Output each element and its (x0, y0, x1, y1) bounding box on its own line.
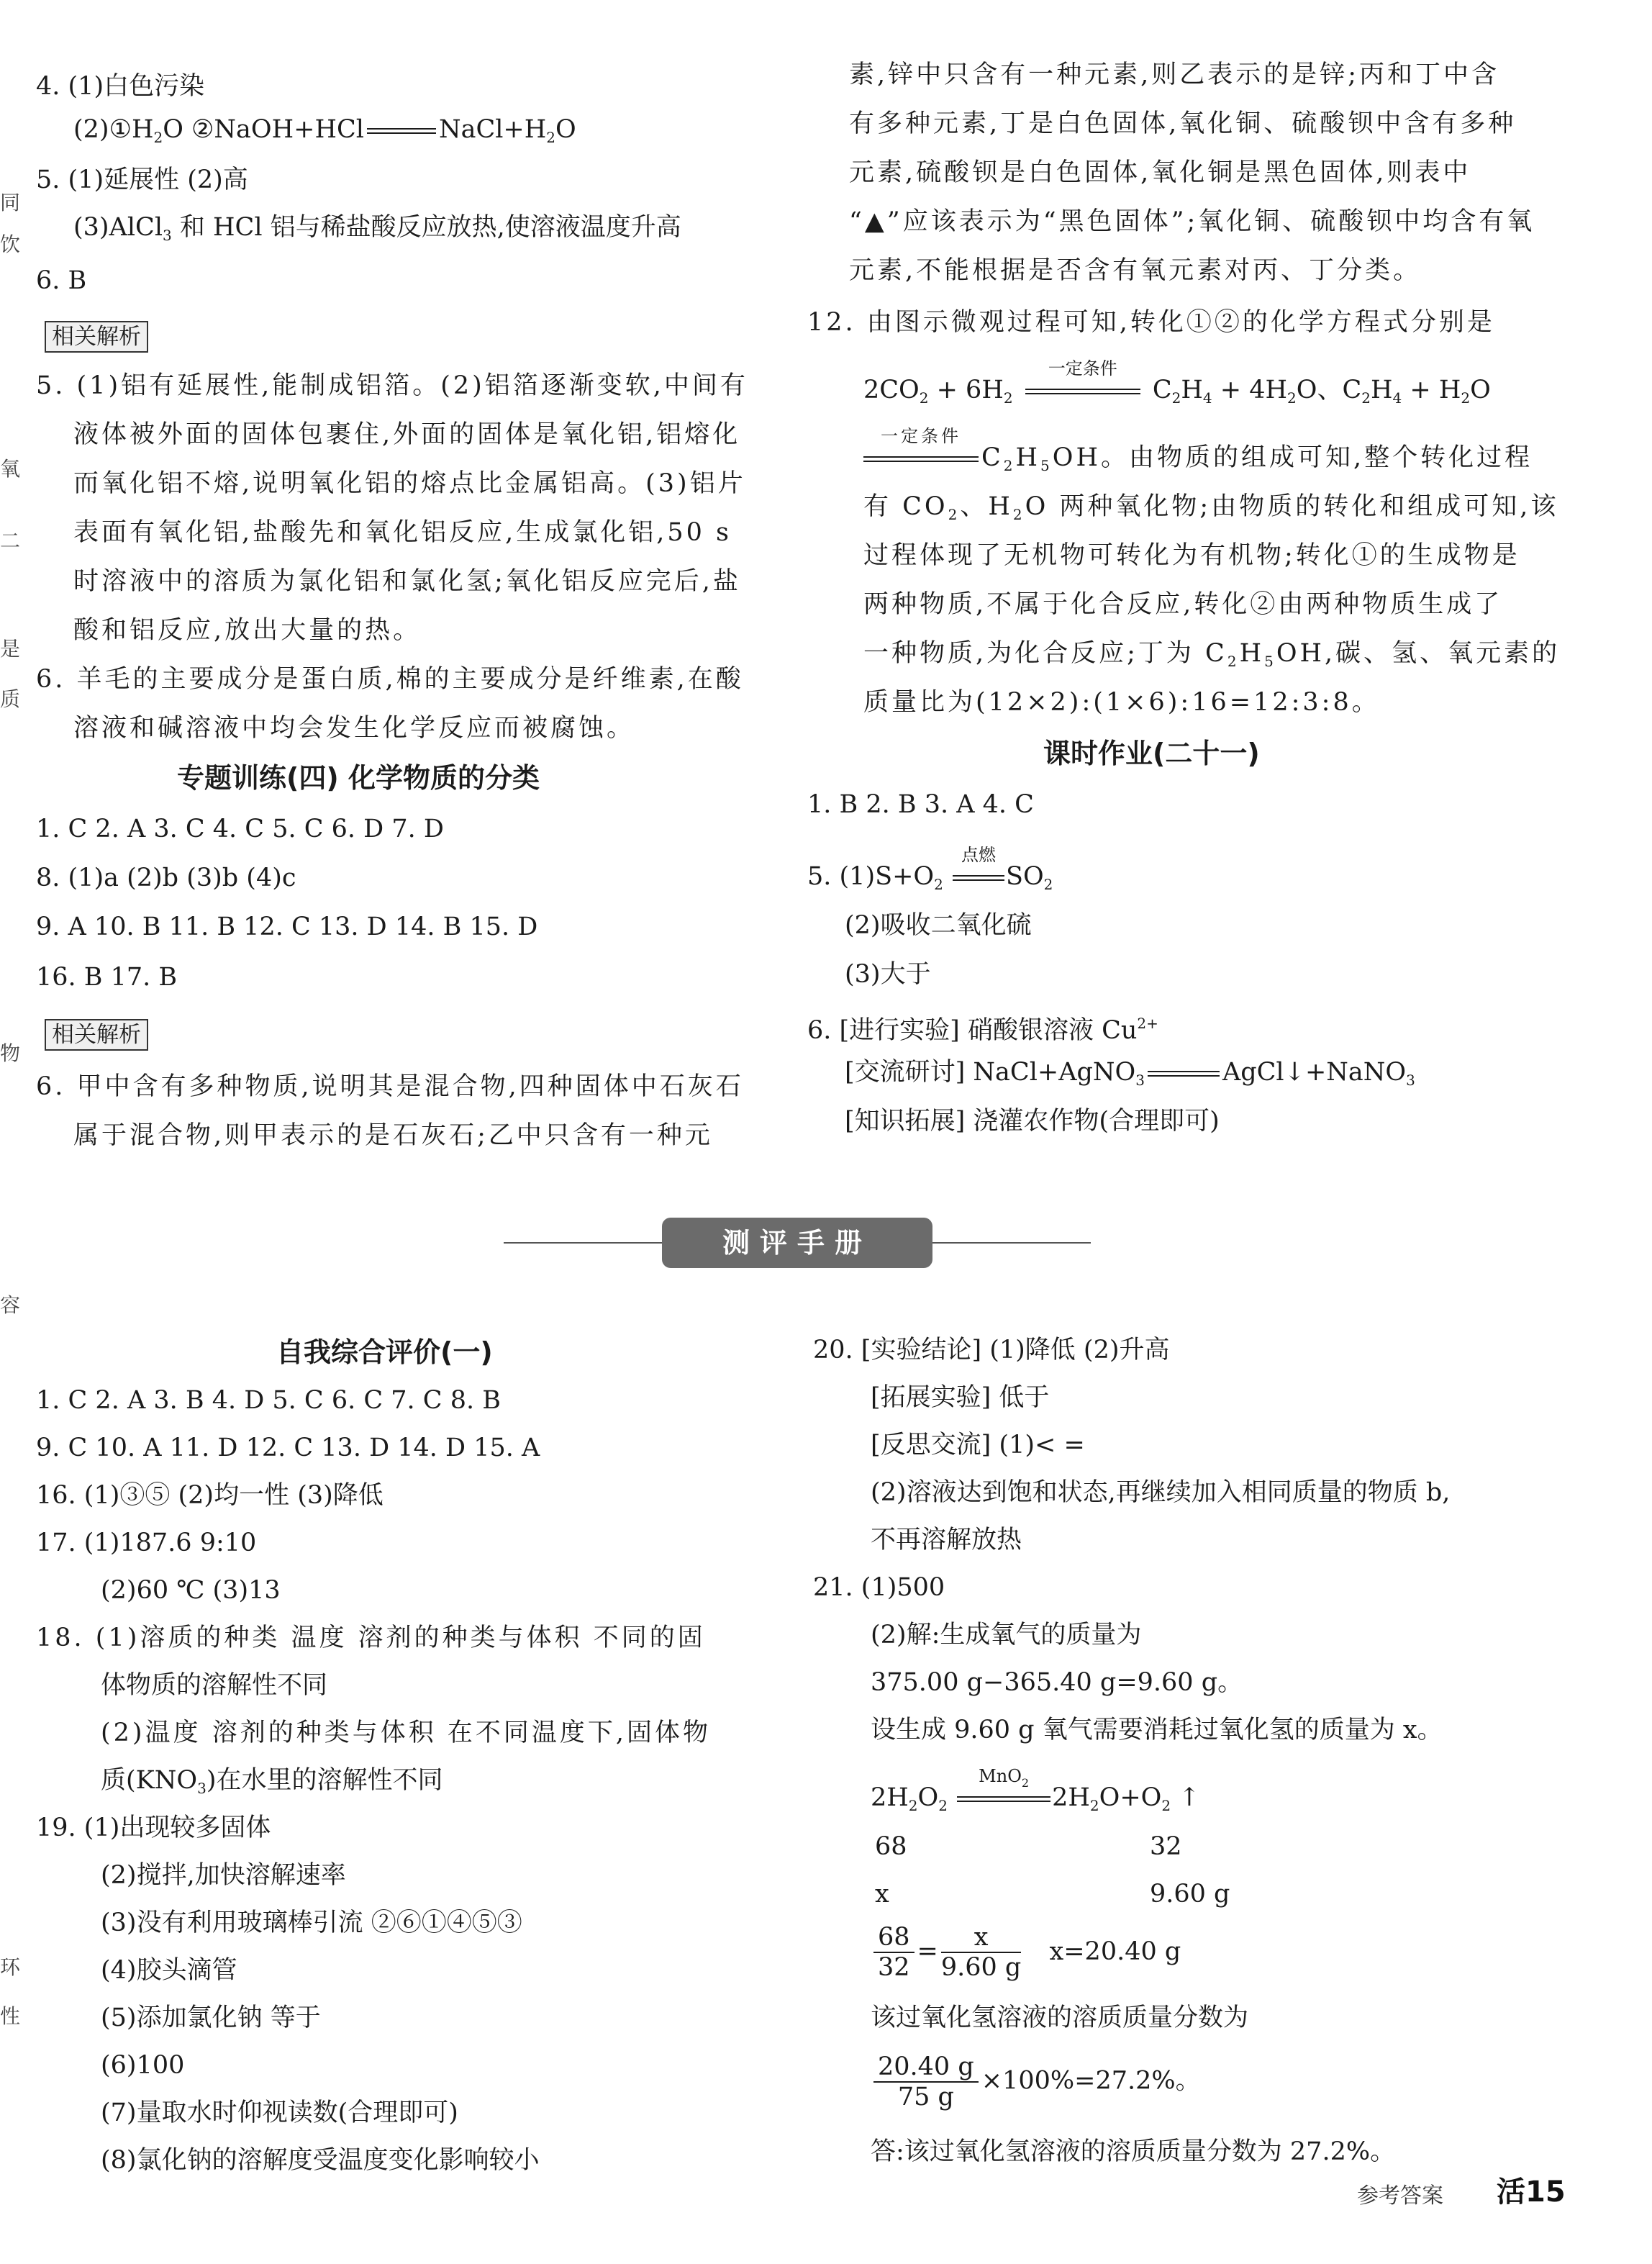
analysis-line: 质量比为(12×2):(1×6):16=12:3:8。 (863, 688, 1380, 717)
answer-line: 19. (1)出现较多固体 (36, 1814, 271, 1842)
answer-line: 设生成 9.60 g 氧气需要消耗过氧化氢的质量为 x。 (871, 1716, 1443, 1744)
answer-line: [交流研讨] NaCl+AgNO$_3$ AgCl↓+NaNO$_3$ (845, 1058, 1415, 1089)
answer-line: 1. B 2. B 3. A 4. C (807, 790, 1034, 819)
margin-glyph: 环 (0, 1955, 21, 1979)
answer-line: 9. C 10. A 11. D 12. C 13. D 14. D 15. A (36, 1434, 540, 1462)
answer-line: (2)吸收二氧化硫 (845, 911, 1032, 940)
answer-line: 5. (1)延展性 (2)高 (36, 166, 248, 194)
equation-line: 一定条件 $C_2H_5OH$。由物质的组成可知,整个转化过程 (863, 440, 1533, 483)
answer-line: 21. (1)500 (813, 1573, 945, 1602)
margin-glyph: 氧 (0, 457, 21, 481)
answer-line: 体物质的溶解性不同 (101, 1671, 328, 1700)
page-number: 15 (1525, 2175, 1566, 2209)
answer-line: 答:该过氧化氢溶液的溶质质量分数为 27.2%。 (871, 2137, 1396, 2166)
answer-line: (8)氯化钠的溶解度受温度变化影响较小 (101, 2146, 540, 2175)
banner-rule-left (504, 1242, 662, 1244)
equation-line: $2H_2O_2$ MnO$_2$ $2H_2O+O_2$ ↑ (871, 1766, 1200, 1814)
answer-line: (2)搅拌,加快溶解速率 (101, 1861, 346, 1890)
section-title: 专题训练(四) 化学物质的分类 (177, 762, 540, 794)
answer-line: $(2)①H_2O$ ②NaOH+HCl $NaCl+H_2O$ (73, 115, 576, 146)
margin-glyph: 二 (0, 529, 21, 553)
answer-line: 9. A 10. B 11. B 12. C 13. D 14. B 15. D (36, 913, 538, 941)
answer-line: 该过氧化氢溶液的溶质质量分数为 (871, 2003, 1249, 2032)
answer-line: (4)胶头滴管 (101, 1956, 237, 1985)
answer-line: (2)60 ℃ (3)13 (101, 1576, 281, 1605)
analysis-line: 6. 羊毛的主要成分是蛋白质,棉的主要成分是纤维素,在酸 (36, 665, 744, 694)
analysis-line: 表面有氧化铝,盐酸先和氧化铝反应,生成氯化铝,50 s (73, 518, 732, 547)
answer-line: (5)添加氯化钠 等于 (101, 2003, 321, 2032)
answer-line: 375.00 g−365.40 g=9.60 g。 (871, 1668, 1243, 1697)
analysis-line: 6. 甲中含有多种物质,说明其是混合物,四种固体中石灰石 (36, 1072, 744, 1101)
answer-line: 8. (1)a (2)b (3)b (4)c (36, 864, 296, 892)
analysis-line: 而氧化铝不熔,说明氧化铝的熔点比金属铝高。(3)铝片 (73, 469, 746, 498)
answer-line: 20. [实验结论] (1)降低 (2)升高 (813, 1336, 1170, 1364)
percent-line: $\frac{20.40 g}{75 g}$ ×100%=27.2%。 (871, 2052, 1201, 2111)
answer-line: 5. $(1)S+O_2$ 点燃 $SO_2$ (807, 845, 1053, 893)
answer-line: 18. (1)溶质的种类 温度 溶剂的种类与体积 不同的固 (36, 1624, 706, 1652)
section-title: 课时作业(二十一) (1043, 738, 1260, 769)
answer-line: 17. (1)187.6 9:10 (36, 1529, 257, 1557)
answer-line: (6)100 (101, 2051, 185, 2080)
analysis-line: 溶液和碱溶液中均会发生化学反应而被腐蚀。 (73, 714, 635, 743)
margin-glyph: 性 (0, 2004, 21, 2028)
analysis-line: 两种物质,不属于化合反应,转化②由两种物质生成了 (863, 590, 1503, 619)
answer-line: 4. (1)白色污染 (36, 72, 205, 101)
analysis-line: 元素,不能根据是否含有氧元素对丙、丁分类。 (849, 256, 1422, 285)
analysis-line: 元素,硫酸钡是白色固体,氧化铜是黑色固体,则表中 (849, 158, 1471, 187)
analysis-line: 有 $CO_2$、$H_2O$ 两种氧化物;由物质的转化和组成可知,该 (863, 492, 1559, 523)
banner-rule-right (932, 1242, 1091, 1244)
answer-line: (3)AlCl$_3$ 和 HCl 铝与稀盐酸反应放热,使溶液温度升高 (73, 213, 681, 244)
analysis-line: “▲”应该表示为“黑色固体”;氧化铜、硫酸钡中均含有氧 (849, 207, 1535, 236)
analysis-tag: 相关解析 (45, 321, 148, 353)
answer-line: 16. (1)③⑤ (2)均一性 (3)降低 (36, 1481, 384, 1510)
answer-line: (2)解:生成氧气的质量为 (871, 1621, 1142, 1649)
answer-line: [知识拓展] 浇灌农作物(合理即可) (845, 1107, 1220, 1136)
answer-line: 6. [进行实验] 硝酸银溶液 $Cu^{2+}$ (807, 1015, 1158, 1045)
equation-mass: 32 (1150, 1832, 1182, 1861)
footer-brand (1497, 2169, 1566, 2210)
answer-line: 6. B (36, 266, 87, 295)
answer-line: 1. C 2. A 3. C 4. C 5. C 6. D 7. D (36, 815, 444, 843)
analysis-line: 素,锌中只含有一种元素,则乙表示的是锌;丙和丁中含 (849, 60, 1500, 89)
equation-mass: 68 (875, 1832, 907, 1861)
equation-mass: x (875, 1880, 889, 1908)
answer-line: [反思交流] (1)< = (871, 1431, 1085, 1459)
equation-mass: 9.60 g (1150, 1880, 1230, 1908)
section-title: 自我综合评价(一) (276, 1336, 493, 1368)
margin-glyph: 同 (0, 191, 21, 214)
analysis-line: 一种物质,为化合反应;丁为 $C_2H_5OH$,碳、氢、氧元素的 (863, 639, 1561, 670)
analysis-line: 5. (1)铝有延展性,能制成铝箔。(2)铝箔逐渐变软,中间有 (36, 371, 748, 400)
analysis-line: 过程体现了无机物可转化为有机物;转化①的生成物是 (863, 541, 1520, 570)
margin-glyph: 饮 (0, 232, 21, 256)
answer-line: 质$(KNO_3)$在水里的溶解性不同 (101, 1766, 443, 1797)
analysis-line: 有多种元素,丁是白色固体,氧化铜、硫酸钡中含有多种 (849, 109, 1517, 138)
answer-line: (7)量取水时仰视读数(合理即可) (101, 2098, 458, 2127)
answer-line: 不再溶解放热 (871, 1526, 1022, 1554)
margin-glyph: 质 (0, 687, 21, 711)
proportion-line: $\frac{68}{32}$ = $\frac{x}{9.60 g}$ x=20.40 g (871, 1923, 1181, 1982)
answer-line: [拓展实验] 低于 (871, 1383, 1050, 1412)
section-banner: 测评手册 (662, 1218, 932, 1268)
analysis-line: 液体被外面的固体包裹住,外面的固体是氧化铝,铝熔化 (73, 420, 741, 449)
answer-line: (2)温度 溶剂的种类与体积 在不同温度下,固体物 (101, 1719, 711, 1747)
equation-line: $2CO_2 + 6H_2$ 一定条件 $C_2H_4 + 4H_2O$、$C_2H_4 + H_2O$ (863, 358, 1491, 407)
answer-line: (2)溶液达到饱和状态,再继续加入相同质量的物质 b, (871, 1478, 1451, 1507)
analysis-line: 12. 由图示微观过程可知,转化①②的化学方程式分别是 (807, 308, 1495, 337)
footer-label: 参考答案 (1357, 2183, 1443, 2209)
answer-line: 1. C 2. A 3. B 4. D 5. C 6. C 7. C 8. B (36, 1386, 501, 1415)
margin-glyph: 物 (0, 1041, 21, 1065)
analysis-line: 酸和铝反应,放出大量的热。 (73, 616, 422, 645)
analysis-line: 属于混合物,则甲表示的是石灰石;乙中只含有一种元 (73, 1121, 713, 1150)
margin-glyph: 是 (0, 637, 21, 661)
margin-glyph: 容 (0, 1293, 21, 1317)
analysis-tag: 相关解析 (45, 1019, 148, 1051)
answer-line: 16. B 17. B (36, 963, 178, 992)
answer-line: (3)没有利用玻璃棒引流 ②⑥①④⑤③ (101, 1908, 522, 1937)
analysis-line: 时溶液中的溶质为氯化铝和氯化氢;氧化铝反应完后,盐 (73, 567, 741, 596)
brand-mark: 活 (1497, 2175, 1525, 2209)
answer-line: (3)大于 (845, 960, 931, 989)
